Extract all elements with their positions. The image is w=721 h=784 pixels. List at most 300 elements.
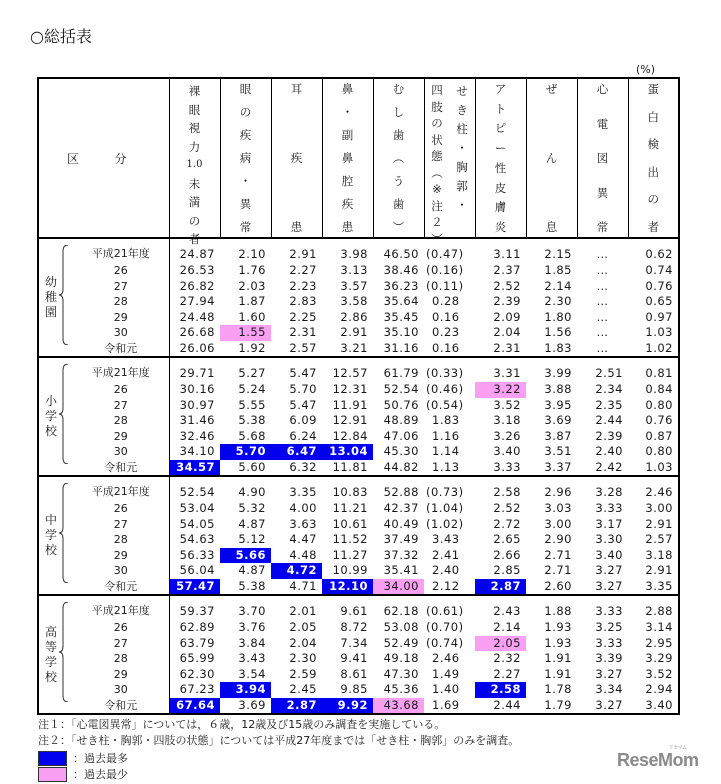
logo-ruby: リセマム [668, 745, 687, 751]
value: 35.45 [383, 309, 419, 324]
value: 2.09 [493, 309, 521, 324]
value: 47.06 [383, 428, 419, 443]
header-char: ・ [341, 105, 354, 119]
header-char: 郭 [456, 179, 468, 193]
legend-swatch-min [38, 767, 67, 782]
value: 3.27 [595, 578, 623, 593]
group-label [38, 238, 169, 357]
value: 2.27 [289, 263, 317, 277]
data-cell-column [475, 476, 526, 595]
value: 4.71 [289, 578, 317, 593]
school-type-char: 学 [44, 409, 57, 423]
value: 5.47 [289, 397, 317, 412]
legend-label-min: ：過去最少 [73, 768, 128, 781]
value: 1.78 [544, 682, 572, 696]
value: 1.85 [544, 263, 572, 277]
group-label [38, 357, 169, 476]
header-char: む [392, 82, 405, 96]
value: 3.11 [493, 247, 521, 261]
column-header-atopic-dermatitis [475, 78, 526, 238]
header-char: 異 [239, 197, 252, 211]
value: 4.90 [238, 485, 266, 499]
value: 3.63 [289, 516, 317, 531]
value: 37.32 [383, 547, 419, 562]
header-char: 炎 [494, 219, 507, 234]
header-char: 膚 [494, 200, 507, 215]
value: 2.46 [645, 485, 673, 499]
value: 3.57 [340, 278, 368, 293]
value: 2.42 [595, 459, 623, 474]
value: 45.30 [383, 444, 419, 458]
data-cell-column [169, 357, 220, 476]
brace-icon [59, 602, 69, 702]
value: 3.69 [238, 697, 266, 712]
year-label: 令和元 [104, 460, 138, 474]
value: 3.33 [595, 635, 623, 650]
value: 3.00 [645, 501, 673, 515]
school-type-name [43, 596, 59, 713]
value: 4.87 [238, 516, 266, 531]
value: 1.69 [432, 697, 460, 712]
value: 45.36 [383, 682, 419, 696]
value: 3.88 [544, 382, 572, 396]
data-cell-column [526, 238, 577, 357]
data-cell-column [322, 595, 373, 714]
header-char: 未 [188, 176, 201, 191]
header-char: 満 [188, 195, 201, 209]
value: 2.37 [493, 263, 521, 277]
value: 30.16 [179, 382, 215, 396]
value: … [596, 294, 609, 308]
header-char: き [456, 103, 468, 117]
value: (1.02) [426, 516, 464, 531]
value: 6.24 [289, 428, 317, 443]
header-char: ※ [432, 182, 442, 196]
value: 5.24 [238, 382, 266, 396]
value: 2.04 [493, 325, 521, 339]
header-char: 常 [239, 220, 252, 234]
value: 1.16 [432, 428, 460, 443]
legend [38, 750, 128, 782]
value: 2.41 [432, 547, 460, 562]
header-char: 常 [596, 220, 609, 234]
value: 4.87 [238, 563, 266, 577]
school-type-char: 中 [44, 513, 57, 527]
header-char: 心 [596, 82, 609, 96]
value: 2.57 [645, 532, 673, 546]
value: 1.91 [544, 666, 572, 681]
value: 26.82 [179, 278, 215, 293]
value: 11.27 [332, 547, 368, 562]
value: 1.93 [544, 620, 572, 634]
value-record-high: 3.94 [220, 682, 271, 698]
value: 24.48 [179, 309, 215, 324]
value: 10.61 [332, 516, 368, 531]
value-record-high: 2.87 [475, 579, 526, 595]
value: 2.10 [238, 247, 266, 261]
data-cell-column [169, 238, 220, 357]
value: 2.40 [432, 563, 460, 577]
data-cell-column [424, 238, 475, 357]
header-char: 歯 [392, 128, 405, 142]
data-cell-column [271, 595, 322, 714]
value: 52.49 [383, 635, 419, 650]
value: 2.30 [289, 651, 317, 665]
value: 46.50 [383, 247, 419, 261]
value: 2.44 [493, 697, 521, 712]
header-char: 患 [290, 220, 303, 234]
data-cell-column [475, 238, 526, 357]
value: (0.33) [426, 366, 464, 380]
value: 0.28 [432, 294, 460, 308]
value-record-high: 34.57 [170, 460, 221, 476]
data-cell-column [169, 595, 220, 714]
value: … [596, 325, 609, 339]
header-char: 性 [494, 160, 507, 175]
value: 48.89 [383, 413, 419, 427]
header-char [550, 186, 554, 200]
value: 9.61 [340, 604, 368, 618]
value: 2.57 [289, 340, 317, 355]
header-char: ︶ [431, 231, 443, 246]
footnote-1: 注１：「心電図異常」については，６歳，12歳及び15歳のみ調査を実施している。 [38, 718, 446, 731]
header-char: 歯 [392, 197, 405, 211]
header-char: 患 [341, 220, 354, 234]
value-record-high: 4.72 [271, 563, 322, 579]
value: 26.53 [179, 263, 215, 277]
value: 1.02 [645, 340, 673, 355]
data-cell-column [373, 357, 424, 476]
header-char: ぜ [545, 82, 558, 96]
header-char: 疾 [341, 197, 354, 211]
value: 12.91 [332, 413, 368, 427]
header-char: 検 [647, 137, 659, 152]
value: 0.80 [645, 444, 673, 458]
header-char [295, 117, 299, 131]
data-cell-column [322, 476, 373, 595]
value: 30.97 [179, 397, 215, 412]
value: (0.61) [426, 604, 464, 618]
value: 2.27 [493, 666, 521, 681]
data-cell-column [628, 357, 679, 476]
legend-label-max: ：過去最多 [73, 752, 128, 765]
value: 3.52 [493, 397, 521, 412]
header-char: ︵ [392, 151, 405, 165]
value-record-high: 57.47 [170, 579, 221, 595]
data-cell-column [628, 595, 679, 714]
legend-item-min [38, 766, 128, 782]
value-record-high: 5.70 [220, 444, 271, 460]
value: 5.32 [238, 501, 266, 515]
column-header-ecg-abnormal [577, 78, 628, 238]
value: 3.87 [544, 428, 572, 443]
value: 2.15 [544, 247, 572, 261]
value: 12.84 [332, 428, 368, 443]
value-record-high: 2.58 [475, 682, 526, 698]
value: 2.25 [289, 309, 317, 324]
value: 3.18 [645, 547, 673, 562]
value: 3.54 [238, 666, 266, 681]
header-char: 視 [188, 121, 201, 135]
header-char: 副 [341, 128, 354, 142]
value: 3.30 [595, 532, 623, 546]
value: 54.05 [179, 516, 215, 531]
year-label: 28 [113, 533, 128, 546]
value: 2.95 [645, 635, 673, 650]
value: 2.58 [493, 485, 521, 499]
value: 2.34 [595, 382, 623, 396]
value-record-low: 43.68 [373, 698, 424, 714]
value: 1.83 [432, 413, 460, 427]
value: 2.45 [289, 682, 317, 696]
value: 11.81 [332, 459, 368, 474]
header-char: 者 [188, 232, 201, 246]
year-label: 26 [113, 264, 128, 277]
value: 27.94 [179, 294, 215, 308]
value: 5.38 [238, 413, 266, 427]
value-record-high: 12.10 [322, 579, 373, 595]
value: 2.39 [493, 294, 521, 308]
school-type-char: 校 [44, 543, 57, 557]
value: 10.83 [332, 485, 368, 499]
header-char: 腔 [341, 174, 354, 188]
year-label: 30 [113, 564, 128, 577]
value: 31.16 [383, 340, 419, 355]
year-label: 26 [113, 383, 128, 396]
value: 2.96 [544, 485, 572, 499]
value: 40.49 [383, 516, 419, 531]
data-cell-column [526, 476, 577, 595]
school-type-char: 校 [44, 424, 57, 438]
value: 0.74 [645, 263, 673, 277]
value: 53.04 [179, 501, 215, 515]
value: 0.16 [432, 340, 460, 355]
value: 10.99 [332, 563, 368, 577]
school-type-char: 幼 [44, 275, 57, 289]
header-char: ピ [494, 121, 507, 136]
value: 2.86 [340, 309, 368, 324]
value: 52.54 [179, 485, 215, 499]
year-label: 令和元 [104, 341, 138, 355]
year-list [73, 364, 169, 475]
value: 0.16 [432, 309, 460, 324]
resemom-logo [617, 745, 699, 771]
value: 2.03 [238, 278, 266, 293]
value: 37.49 [383, 532, 419, 546]
value: 5.38 [238, 578, 266, 593]
value: 3.35 [645, 578, 673, 593]
value: 2.65 [493, 532, 521, 546]
value: (0.11) [426, 278, 464, 293]
header-char: 鼻 [341, 82, 354, 96]
value-record-high: 6.47 [271, 444, 322, 460]
value: … [596, 263, 609, 277]
value: 3.33 [595, 604, 623, 618]
value: 2.12 [432, 578, 460, 593]
value: … [596, 278, 609, 293]
header-char: の [647, 192, 659, 207]
header-char: 電 [596, 116, 609, 131]
header-char: 状 [431, 132, 443, 147]
value: 35.41 [383, 563, 419, 577]
value: 3.26 [493, 428, 521, 443]
header-char: 耳 [290, 82, 303, 96]
header-char: 者 [647, 219, 659, 234]
value: (0.54) [426, 397, 464, 412]
value: 3.58 [340, 294, 368, 308]
value: 1.88 [544, 604, 572, 618]
value: 1.14 [432, 444, 460, 458]
footnotes [38, 717, 519, 749]
value: 3.33 [493, 459, 521, 474]
value: 42.37 [383, 501, 419, 515]
year-label: 27 [113, 279, 128, 293]
value: 36.23 [383, 278, 419, 293]
year-label: 28 [113, 652, 128, 665]
value: 2.59 [289, 666, 317, 681]
data-cell-column [475, 595, 526, 714]
header-char: 出 [647, 164, 659, 179]
header-char: 白 [647, 109, 659, 124]
value: 5.68 [238, 428, 266, 443]
school-type-name [43, 358, 59, 475]
data-cell-column [322, 238, 373, 357]
year-label: 29 [113, 667, 128, 681]
value: 5.12 [238, 532, 266, 546]
year-list [73, 602, 169, 713]
value: 3.43 [238, 651, 266, 665]
value: 31.46 [179, 413, 215, 427]
data-cell-column [577, 357, 628, 476]
data-cell-column [220, 476, 271, 595]
value: 3.21 [340, 340, 368, 355]
value: 3.28 [595, 485, 623, 499]
column-header-spine-chest-limbs [424, 78, 475, 246]
value: 29.71 [179, 366, 215, 380]
year-label: 29 [113, 310, 128, 324]
value: 2.85 [493, 563, 521, 577]
data-cell-column [577, 595, 628, 714]
value: 3.40 [645, 697, 673, 712]
data-cell-column [373, 476, 424, 595]
value: 8.61 [340, 666, 368, 681]
group-label [38, 476, 169, 595]
value: 3.00 [544, 516, 572, 531]
header-char: 四 [431, 83, 443, 97]
value: 2.40 [595, 444, 623, 458]
value: 3.70 [238, 604, 266, 618]
brace-icon [59, 364, 69, 464]
value: 9.85 [340, 682, 368, 696]
column-header-proteinuria [628, 78, 679, 238]
value: 34.10 [179, 444, 215, 458]
value: 2.83 [289, 294, 317, 308]
brace-icon [59, 483, 69, 583]
header-char: 眼 [239, 82, 252, 96]
header-char: ・ [239, 174, 252, 188]
value: 2.52 [493, 501, 521, 515]
value: 0.23 [432, 325, 460, 339]
value: 2.52 [493, 278, 521, 293]
year-label: 27 [113, 517, 128, 531]
value: 1.91 [544, 651, 572, 665]
value: 2.46 [432, 651, 460, 665]
year-label: 27 [113, 398, 128, 412]
value: 2.51 [595, 366, 623, 380]
value: (0.73) [426, 485, 464, 499]
value: 2.44 [595, 413, 623, 427]
school-type-name [43, 239, 59, 356]
page-title: ○総括表 [30, 27, 92, 46]
header-char: 病 [239, 151, 252, 165]
value: 1.76 [238, 263, 266, 277]
year-label: 平成21年度 [91, 366, 150, 379]
value: 62.89 [179, 620, 215, 634]
value: 1.56 [544, 325, 572, 339]
logo-text: ReseMom [617, 750, 699, 770]
header-char [550, 117, 554, 131]
school-type-char: 校 [44, 669, 57, 684]
value: 3.18 [493, 413, 521, 427]
data-cell-column [526, 357, 577, 476]
header-char: ︵ [431, 165, 443, 180]
value: 67.23 [179, 682, 215, 696]
value: 56.04 [179, 563, 215, 577]
kubun-left: 区 [67, 151, 80, 166]
value: 3.95 [544, 397, 572, 412]
group-row [38, 357, 679, 476]
value: 3.14 [645, 620, 673, 634]
value: 1.13 [432, 459, 460, 474]
value: 0.76 [645, 413, 673, 427]
school-type-char: 園 [44, 305, 57, 319]
value-record-high: 13.04 [322, 444, 373, 460]
header-char: ・ [456, 141, 468, 155]
legend-swatch-max [38, 751, 67, 766]
value: 2.91 [289, 247, 317, 261]
value: 2.01 [289, 604, 317, 618]
year-label: 平成21年度 [91, 485, 150, 498]
value: 5.70 [289, 382, 317, 396]
year-label: 30 [113, 683, 128, 696]
year-label: 27 [113, 636, 128, 650]
group-label [38, 595, 169, 714]
value-record-high: 2.87 [271, 698, 322, 714]
header-char: ー [494, 141, 507, 156]
header-char: ︶ [392, 220, 405, 234]
value: … [596, 309, 609, 324]
school-type-char: 小 [44, 394, 57, 408]
value: 3.27 [595, 666, 623, 681]
value: 26.68 [179, 325, 215, 339]
value: 12.57 [332, 366, 368, 380]
value: 52.88 [383, 485, 419, 499]
header-char: ト [494, 101, 507, 116]
header-char: ２ [431, 215, 443, 229]
value: 3.37 [544, 459, 572, 474]
school-type-char: 等 [44, 639, 57, 654]
value: 0.76 [645, 278, 673, 293]
value: 1.79 [544, 697, 572, 712]
value: 53.08 [383, 620, 419, 634]
value: 1.83 [544, 340, 572, 355]
value: 3.33 [595, 501, 623, 515]
value: 3.27 [595, 697, 623, 712]
header-char: 疾 [290, 151, 303, 165]
value: 5.27 [238, 366, 266, 380]
value: 6.32 [289, 459, 317, 474]
header-char: う [392, 174, 405, 188]
